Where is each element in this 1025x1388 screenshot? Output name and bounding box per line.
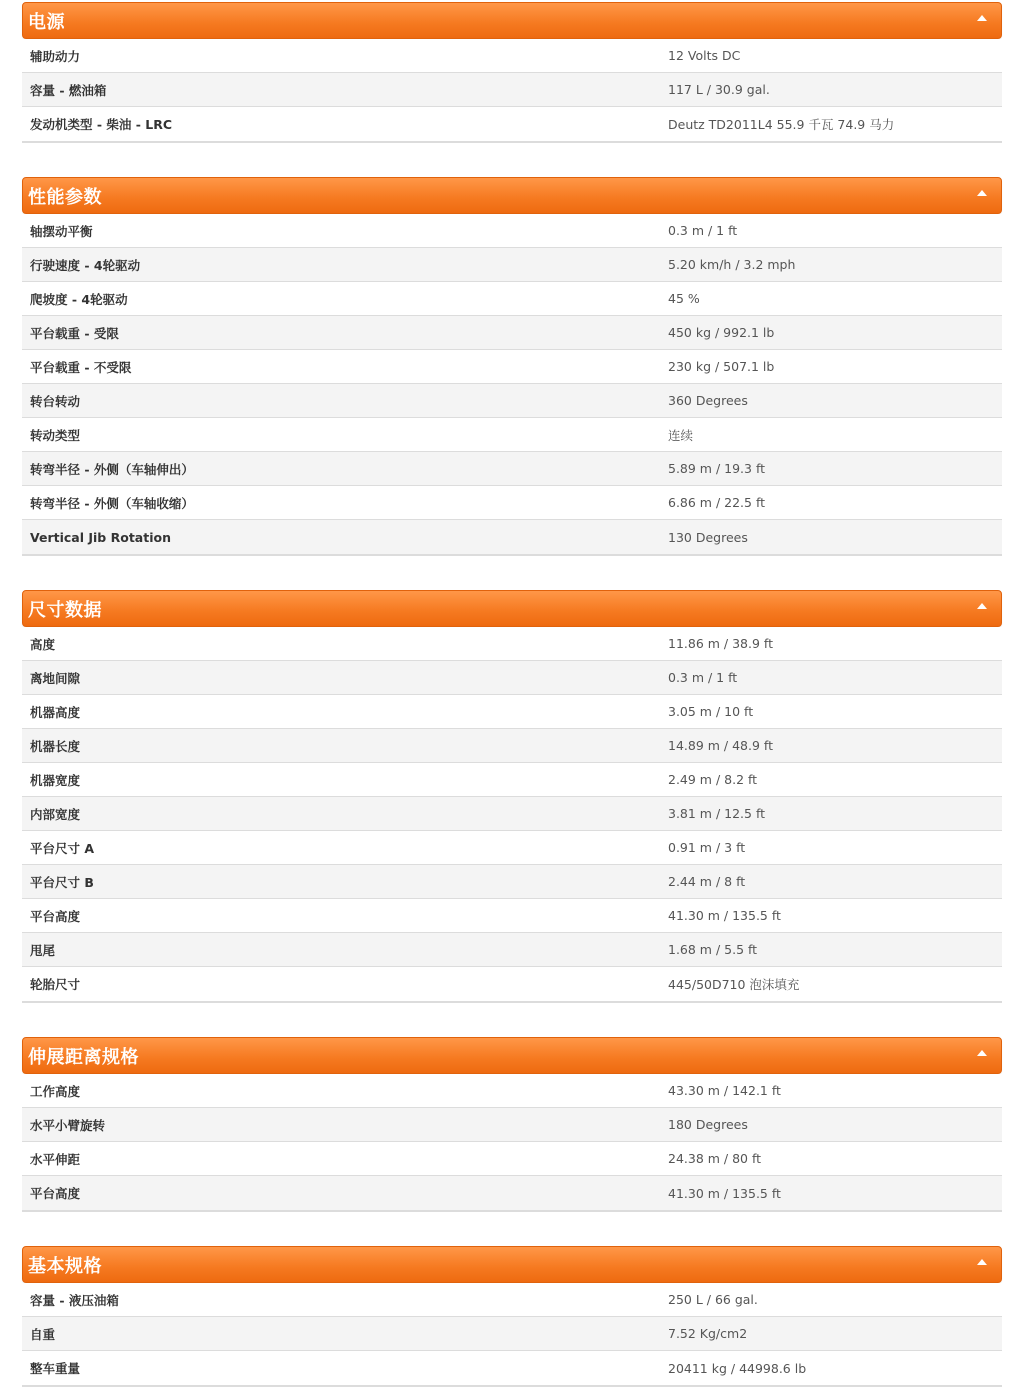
spec-label: 平台载重 - 不受限 — [30, 359, 132, 375]
spec-value: 360 Degrees — [668, 393, 748, 408]
spec-label: 高度 — [30, 636, 56, 652]
spec-row — [22, 1142, 1002, 1176]
spec-value: 连续 — [668, 427, 694, 443]
section-power — [22, 2, 1002, 143]
section-basic — [22, 1246, 1002, 1387]
spec-value: 0.3 m / 1 ft — [668, 670, 738, 685]
spec-table — [22, 627, 1002, 1003]
spec-row — [22, 418, 1002, 452]
spec-value: 130 Degrees — [668, 529, 748, 545]
spec-value: 43.30 m / 142.1 ft — [668, 1083, 781, 1098]
spec-label: 工作高度 — [30, 1083, 81, 1099]
spec-label: 机器长度 — [30, 738, 81, 754]
spec-row — [22, 865, 1002, 899]
section-performance — [22, 177, 1002, 556]
spec-table — [22, 39, 1002, 143]
spec-value: 230 kg / 507.1 lb — [668, 359, 775, 374]
spec-label: 平台载重 - 受限 — [30, 325, 119, 341]
spec-label: 轴摆动平衡 — [30, 223, 93, 239]
spec-row — [22, 899, 1002, 933]
spec-label: 甩尾 — [30, 942, 56, 958]
spec-row — [22, 933, 1002, 967]
spec-value: 1.68 m / 5.5 ft — [668, 942, 758, 957]
spec-row — [22, 1108, 1002, 1142]
spec-label: 整车重量 — [30, 1361, 81, 1376]
spec-value: 45 % — [668, 291, 700, 306]
spec-row — [22, 214, 1002, 248]
spec-value: 41.30 m / 135.5 ft — [668, 1185, 781, 1201]
spec-row — [22, 384, 1002, 418]
section-header-performance[interactable] — [22, 177, 1002, 214]
spec-row — [22, 1074, 1002, 1108]
spec-label: 平台尺寸 B — [30, 874, 94, 890]
section-dimensions — [22, 590, 1002, 1003]
section-title: 基本规格 — [28, 1255, 102, 1277]
spec-label: 容量 - 液压油箱 — [30, 1292, 119, 1308]
spec-row — [22, 1351, 1002, 1385]
section-title: 性能参数 — [28, 186, 102, 208]
spec-value: 12 Volts DC — [668, 48, 741, 63]
spec-label: 机器宽度 — [30, 772, 81, 788]
spec-table — [22, 214, 1002, 556]
spec-value: 250 L / 66 gal. — [668, 1292, 758, 1307]
spec-value: 5.89 m / 19.3 ft — [668, 461, 766, 476]
spec-label: 自重 — [30, 1326, 56, 1342]
spec-row — [22, 695, 1002, 729]
spec-row — [22, 282, 1002, 316]
spec-label: 转弯半径 - 外侧（车轴伸出） — [30, 461, 194, 477]
spec-label: 转弯半径 - 外侧（车轴收缩） — [30, 495, 194, 511]
spec-row — [22, 316, 1002, 350]
spec-row — [22, 248, 1002, 282]
spec-row — [22, 967, 1002, 1001]
spec-row — [22, 1176, 1002, 1210]
section-title: 尺寸数据 — [28, 599, 102, 621]
section-header-basic[interactable] — [22, 1246, 1002, 1283]
spec-table — [22, 1283, 1002, 1387]
spec-label: 机器高度 — [30, 704, 81, 720]
spec-row — [22, 39, 1002, 73]
spec-value: 11.86 m / 38.9 ft — [668, 636, 773, 651]
collapse-arrow-icon[interactable] — [977, 1259, 987, 1265]
spec-row — [22, 797, 1002, 831]
spec-label: 平台高度 — [30, 908, 81, 924]
spec-label: 离地间隙 — [30, 670, 81, 686]
spec-value: 3.81 m / 12.5 ft — [668, 806, 766, 821]
spec-label: 辅助动力 — [30, 48, 81, 64]
spec-row — [22, 520, 1002, 554]
spec-row — [22, 350, 1002, 384]
spec-label: 轮胎尺寸 — [30, 977, 81, 992]
spec-value: 5.20 km/h / 3.2 mph — [668, 257, 796, 272]
spec-label: 平台高度 — [30, 1186, 81, 1201]
spec-row — [22, 1317, 1002, 1351]
section-header-reach[interactable] — [22, 1037, 1002, 1074]
spec-label: 转台转动 — [30, 393, 81, 409]
collapse-arrow-icon[interactable] — [977, 1050, 987, 1056]
spec-value: 180 Degrees — [668, 1117, 748, 1132]
section-header-power[interactable] — [22, 2, 1002, 39]
spec-value: 0.91 m / 3 ft — [668, 840, 746, 855]
spec-value: 2.49 m / 8.2 ft — [668, 772, 758, 787]
spec-row — [22, 486, 1002, 520]
spec-row — [22, 627, 1002, 661]
spec-value: 117 L / 30.9 gal. — [668, 82, 770, 97]
spec-value: 0.3 m / 1 ft — [668, 223, 738, 238]
section-header-dimensions[interactable] — [22, 590, 1002, 627]
spec-label: 转动类型 — [30, 427, 81, 443]
section-title: 电源 — [28, 11, 65, 33]
spec-row — [22, 452, 1002, 486]
spec-row — [22, 73, 1002, 107]
spec-row — [22, 763, 1002, 797]
spec-row — [22, 831, 1002, 865]
spec-table — [22, 1074, 1002, 1212]
spec-value: 450 kg / 992.1 lb — [668, 325, 775, 340]
spec-value: 3.05 m / 10 ft — [668, 704, 754, 719]
section-title: 伸展距离规格 — [28, 1046, 139, 1068]
spec-label: 容量 - 燃油箱 — [30, 82, 107, 98]
spec-value: 14.89 m / 48.9 ft — [668, 738, 773, 753]
spec-label: Vertical Jib Rotation — [30, 529, 171, 545]
spec-value: 445/50D710 泡沫填充 — [668, 977, 800, 992]
collapse-arrow-icon[interactable] — [977, 15, 987, 21]
spec-row — [22, 107, 1002, 141]
spec-value: 6.86 m / 22.5 ft — [668, 495, 766, 510]
spec-row — [22, 661, 1002, 695]
spec-label: 发动机类型 - 柴油 - LRC — [30, 117, 173, 132]
spec-value: 24.38 m / 80 ft — [668, 1151, 762, 1166]
collapse-arrow-icon[interactable] — [977, 603, 987, 609]
spec-label: 水平小臂旋转 — [30, 1117, 106, 1133]
spec-row — [22, 729, 1002, 763]
spec-label: 爬坡度 - 4轮驱动 — [30, 291, 128, 307]
section-reach — [22, 1037, 1002, 1212]
spec-label: 平台尺寸 A — [30, 840, 95, 856]
spec-value: 7.52 Kg/cm2 — [668, 1326, 748, 1341]
collapse-arrow-icon[interactable] — [977, 190, 987, 196]
spec-value: Deutz TD2011L4 55.9 千瓦 74.9 马力 — [668, 117, 895, 132]
spec-row — [22, 1283, 1002, 1317]
spec-value: 2.44 m / 8 ft — [668, 874, 746, 889]
spec-label: 内部宽度 — [30, 806, 81, 822]
spec-label: 水平伸距 — [30, 1151, 81, 1167]
spec-value: 20411 kg / 44998.6 lb — [668, 1360, 807, 1376]
spec-label: 行驶速度 - 4轮驱动 — [30, 257, 141, 273]
spec-value: 41.30 m / 135.5 ft — [668, 908, 781, 923]
